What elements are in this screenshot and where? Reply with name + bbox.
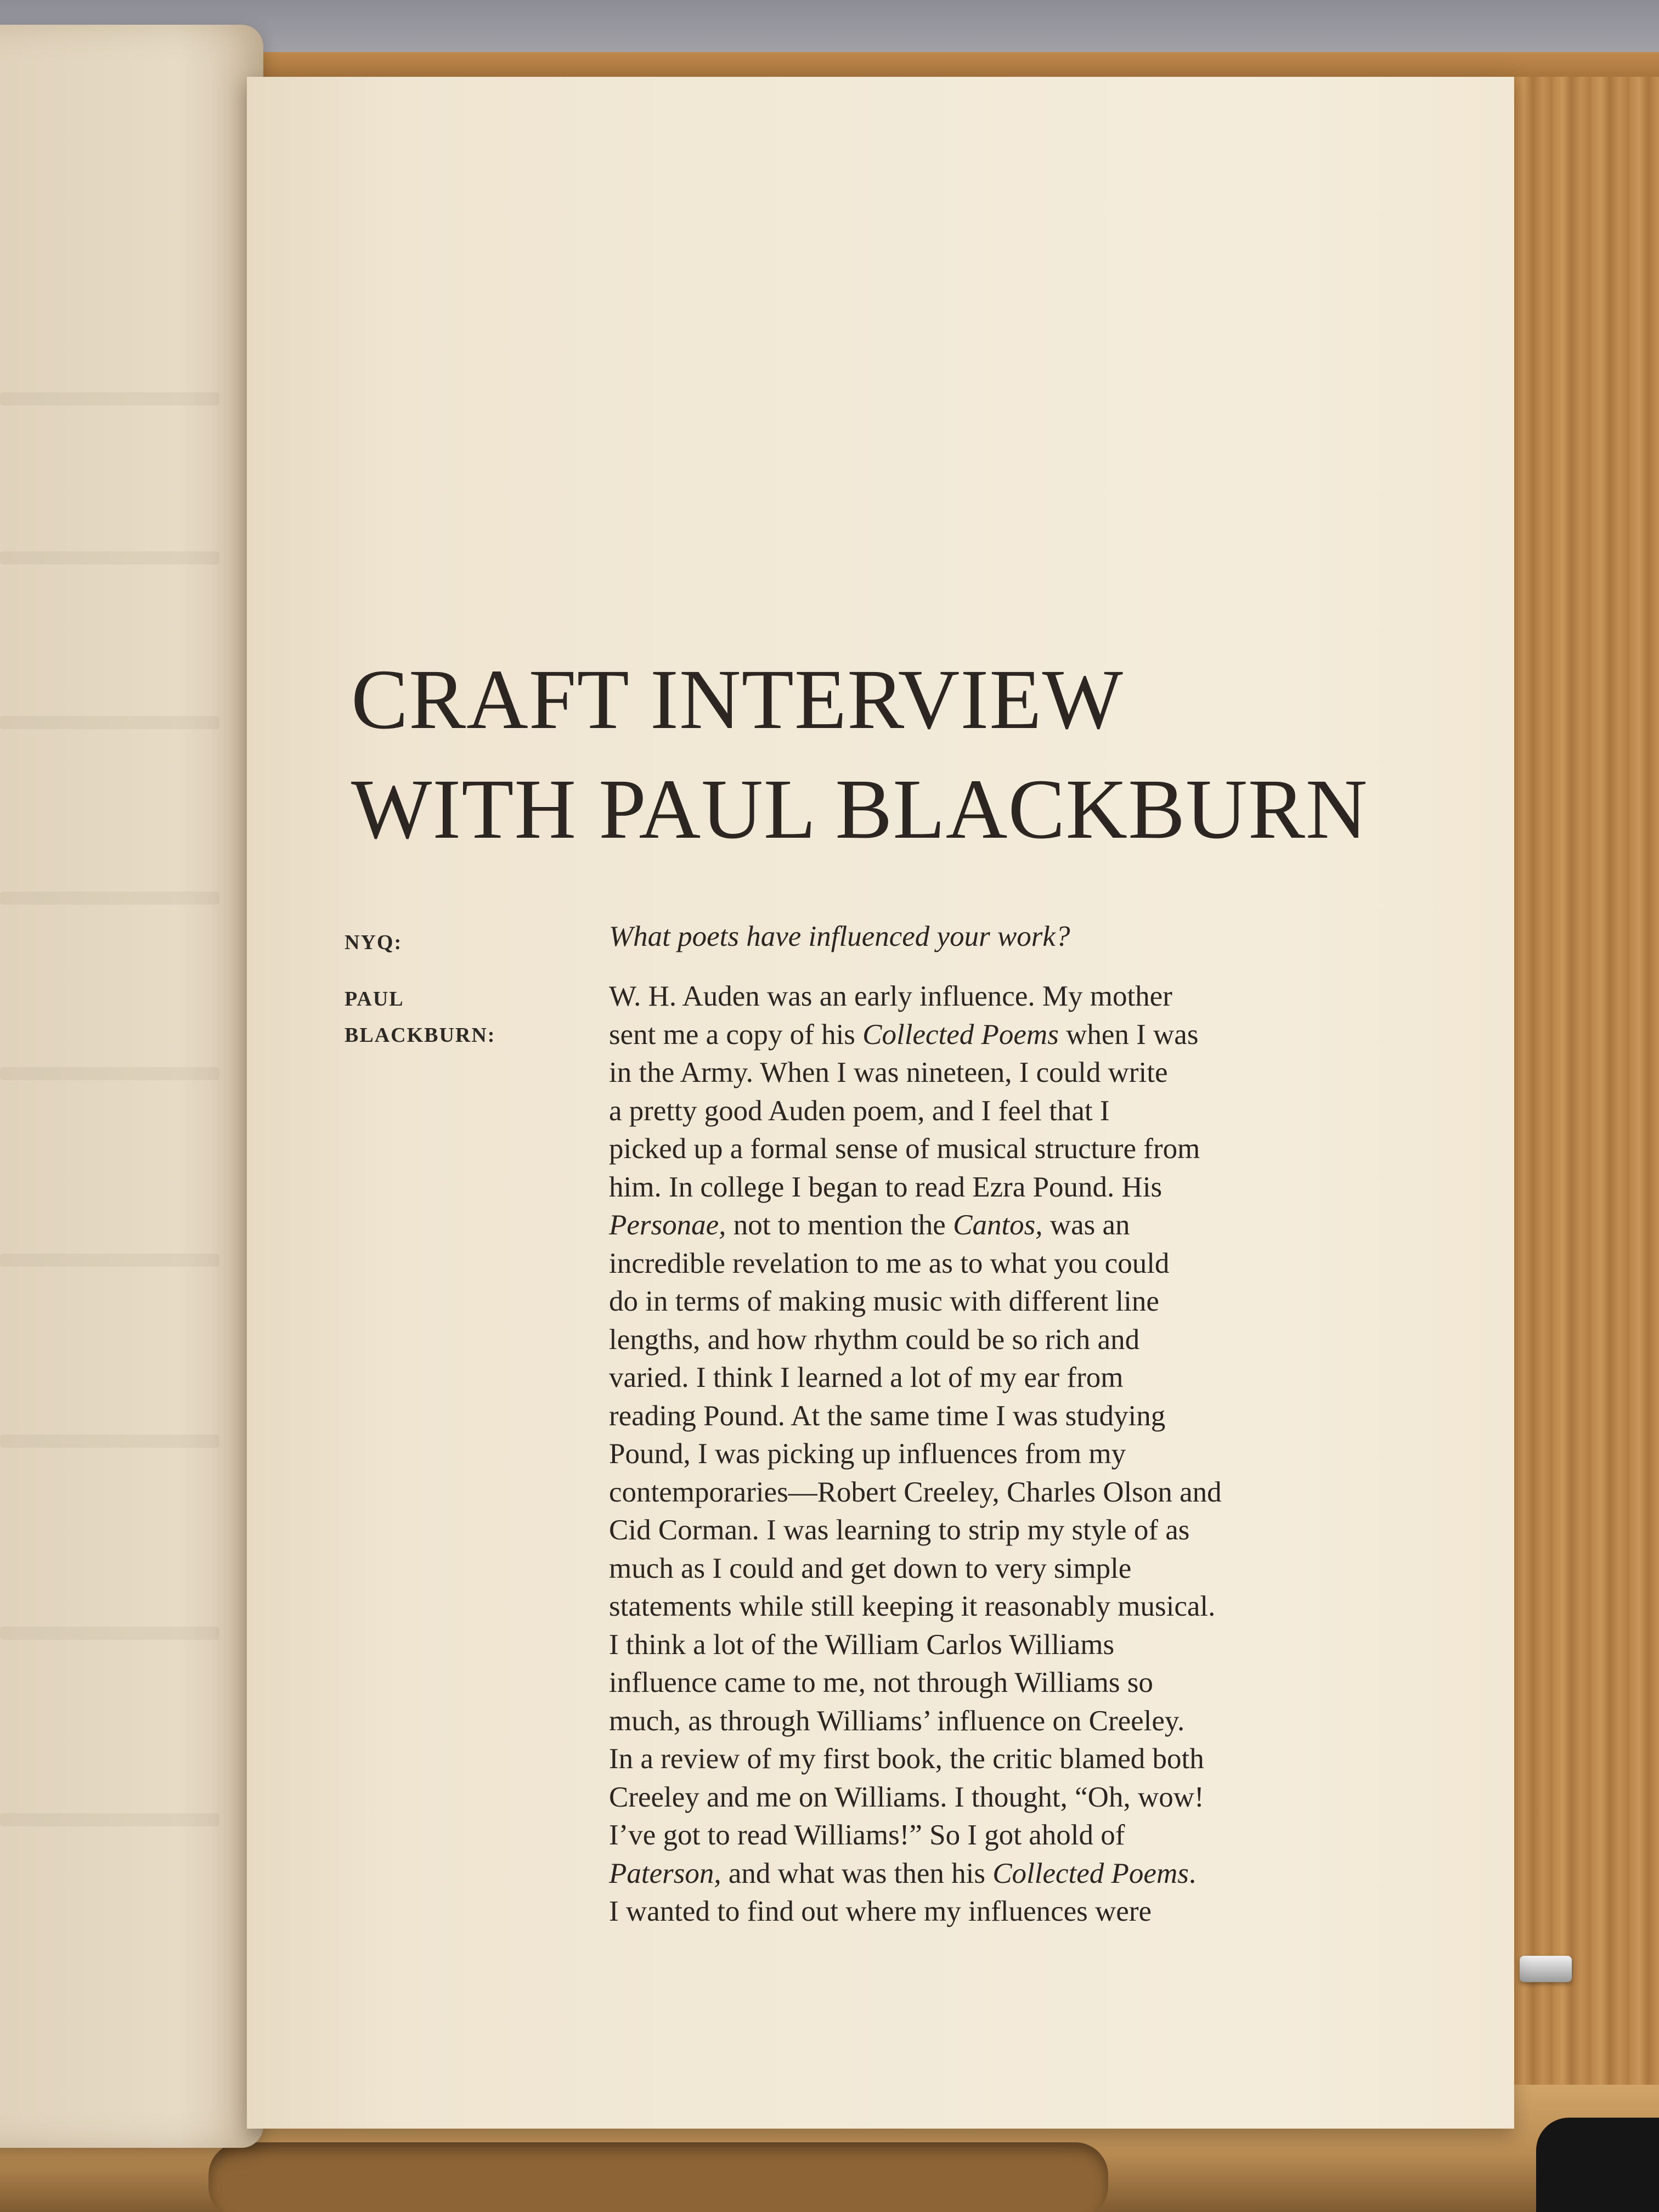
- answer-line: much as I could and get down to very simple: [609, 1552, 1132, 1584]
- faded-text-line: [0, 891, 219, 905]
- answer-line: picked up a formal sense of musical structure from: [609, 1133, 1200, 1165]
- faded-text-line: [0, 392, 219, 405]
- left-book-page: [0, 25, 263, 2148]
- answer-line: I wanted to find out where my influences were: [609, 1895, 1152, 1927]
- faded-text-line: [0, 551, 219, 565]
- faded-text-line: [0, 1254, 219, 1267]
- page-title: [351, 645, 1368, 864]
- faded-text-line: [0, 1435, 219, 1448]
- dark-device-corner: [1536, 2118, 1659, 2212]
- interview-answer: [609, 978, 1222, 1931]
- answer-line: contemporaries—Robert Creeley, Charles Olson and: [609, 1476, 1222, 1508]
- answer-line: Cid Corman. I was learning to strip my style of as: [609, 1514, 1190, 1546]
- faded-text-line: [0, 1813, 219, 1826]
- title-line-2: WITH PAUL BLACKBURN: [351, 761, 1368, 856]
- shelf-slot: [208, 2142, 1108, 2212]
- answer-line: Pound, I was picking up influences from my: [609, 1438, 1126, 1470]
- answer-line: do in terms of making music with different line: [609, 1285, 1159, 1317]
- answer-line: sent me a copy of his Collected Poems when I was: [609, 1018, 1199, 1051]
- answer-line: statements while still keeping it reasonably musical.: [609, 1590, 1216, 1622]
- answer-line: influence came to me, not through Williams so: [609, 1667, 1153, 1699]
- answer-line: incredible revelation to me as to what you could: [609, 1247, 1170, 1279]
- faded-text-line: [0, 1627, 219, 1640]
- metal-clip: [1520, 1956, 1572, 1982]
- speaker-label-nyq: NYQ:: [345, 931, 403, 954]
- answer-line: him. In college I began to read Ezra Pound. His: [609, 1171, 1163, 1203]
- answer-line: In a review of my first book, the critic blamed both: [609, 1743, 1204, 1775]
- answer-line: W. H. Auden was an early influence. My mother: [609, 980, 1172, 1012]
- speaker-label-line-1: PAUL: [345, 988, 404, 1011]
- answer-line: in the Army. When I was nineteen, I could write: [609, 1057, 1168, 1088]
- title-line-1: CRAFT INTERVIEW: [351, 652, 1124, 747]
- answer-line: lengths, and how rhythm could be so rich and: [609, 1323, 1140, 1356]
- answer-line: a pretty good Auden poem, and I feel that I: [609, 1094, 1110, 1127]
- faded-text-line: [0, 716, 219, 729]
- interview-question: What poets have influenced your work?: [609, 921, 1070, 952]
- answer-line: Creeley and me on Williams. I thought, “Oh, wow!: [609, 1781, 1204, 1813]
- question-speaker: [345, 924, 402, 961]
- faded-text-line: [0, 1067, 219, 1080]
- answer-line: Personae, not to mention the Cantos, was an: [609, 1209, 1130, 1241]
- answer-line: varied. I think I learned a lot of my ear from: [609, 1362, 1124, 1393]
- answer-line: Paterson, and what was then his Collected Poems.: [609, 1857, 1197, 1889]
- answer-line: I think a lot of the William Carlos Williams: [609, 1628, 1115, 1661]
- answer-line: much, as through Williams’ influence on Creeley.: [609, 1705, 1185, 1737]
- answer-line: I’ve got to read Williams!” So I got ahold of: [609, 1819, 1125, 1851]
- answer-speaker: [345, 981, 495, 1053]
- wood-panel-right: [1514, 77, 1659, 2212]
- answer-line: reading Pound. At the same time I was studying: [609, 1400, 1166, 1432]
- speaker-label-line-2: BLACKBURN:: [345, 1024, 496, 1047]
